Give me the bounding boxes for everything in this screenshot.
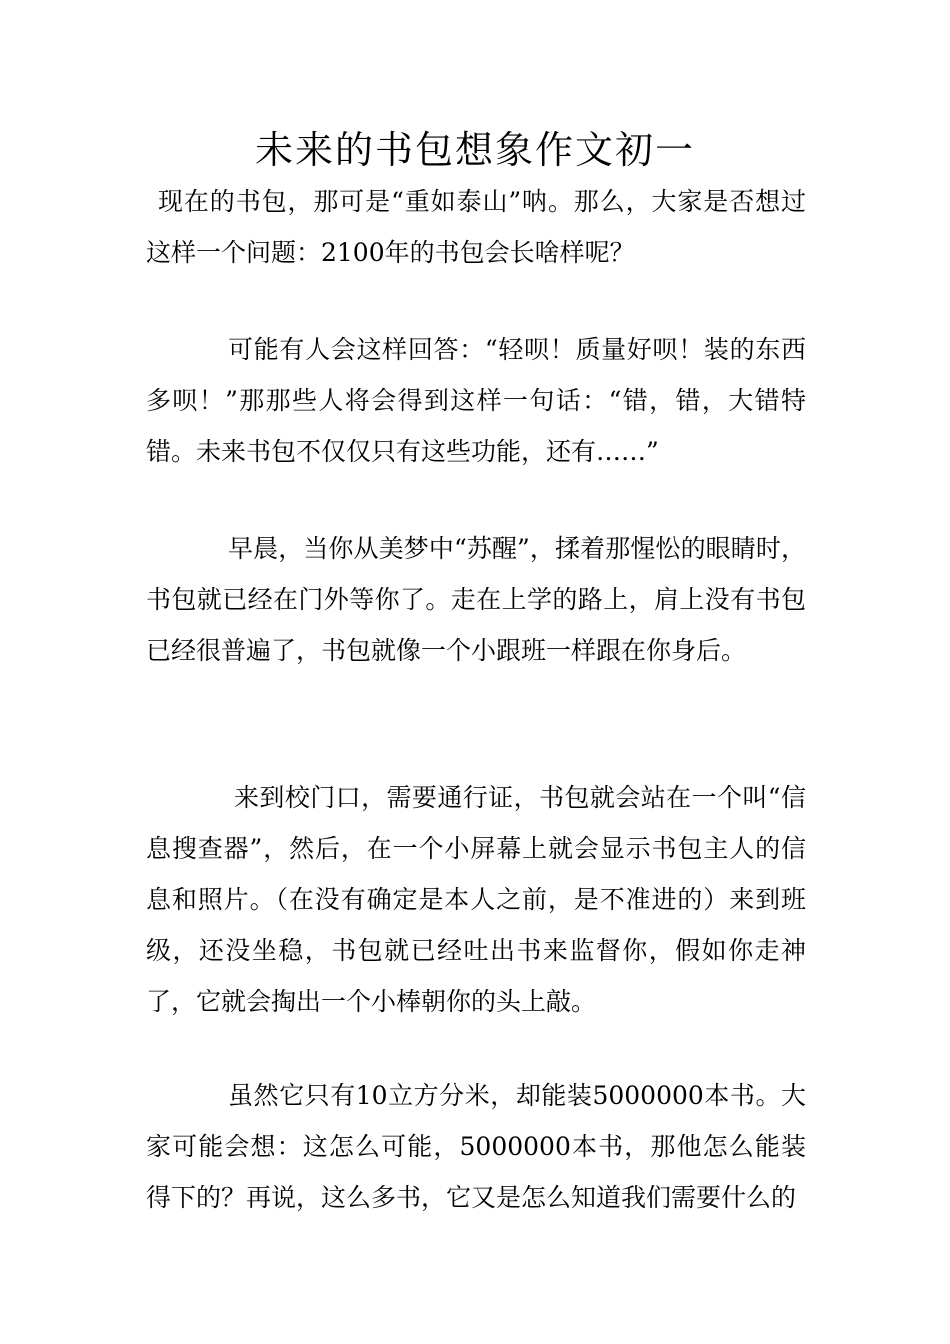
page-title: 未来的书包想象作文初一 [254, 128, 695, 172]
paragraph-capacity: 虽然它只有10立方分米，却能装5000000本书。大家可能会想：这怎么可能，5000000本书，那他怎么能装得下的？再说，这么多书，它又是怎么知道我们需要什么的 [146, 1081, 806, 1212]
paragraph-school-gate: 来到校门口，需要通行证，书包就会站在一个叫“信息搜查器”，然后，在一个小屏幕上就会显示书包主人的信息和照片。（在没有确定是本人之前，是不准进的）来到班级，还没坐稳，书包就已经吐出书来监督你，假如你走神了，它就会掏出一个小棒朝你的头上敲。 [146, 783, 806, 1016]
paragraph-answer: 可能有人会这样回答：“轻呗！质量好呗！装的东西多呗！”那那些人将会得到这样一句话：“错，错，大错特错。未来书包不仅仅只有这些功能，还有……” [146, 335, 806, 466]
paragraph-intro: 现在的书包，那可是“重如泰山”呐。那么，大家是否想过这样一个问题：2100年的书包会长啥样呢？ [146, 187, 806, 267]
paragraph-morning: 早晨，当你从美梦中“苏醒”，揉着那惺忪的眼睛时，书包就已经在门外等你了。走在上学的路上，肩上没有书包已经很普遍了，书包就像一个小跟班一样跟在你身后。 [146, 534, 806, 665]
